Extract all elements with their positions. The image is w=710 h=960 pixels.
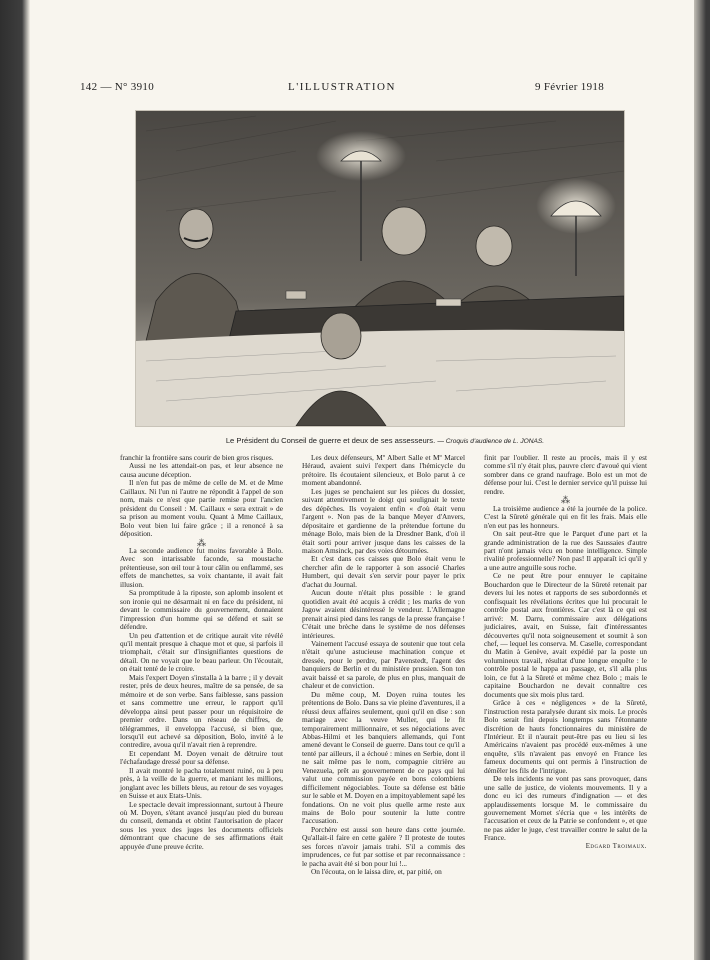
text-column-3 bbox=[484, 454, 647, 851]
paragraph: Vainement l'accusé essaya de soutenir que tout cela n'était qu'une astucieuse machination conçue et dressée, pour le perdre, par Pavenstedt, l'agent des banquiers de Berlin et du ministère prussien. Son ton avait baissé et sa parole, de plus en plus, manquait de chaleur et de conviction. bbox=[302, 638, 465, 691]
courtroom-sketch bbox=[135, 110, 625, 427]
paragraph: Les juges se penchaient sur les pièces du dossier, suivant attentivement le doigt qui soulignait le texte des dépêches. Ils voyaient enfin « d'où était venu l'argent ». Non pas de la banque Meyer d'Anvers, dépositaire et gardienne de la prétendue fortune du ménage Bolo, mais bien de la Dresdner Bank, d'où il était sorti pour arriver jusque dans les caisses de la maison Amsinck, par des voies détournées. bbox=[302, 486, 465, 555]
paragraph: La seconde audience fut moins favorable à Bolo. Avec son intarissable faconde, sa moustache prétentieuse, son œil tour à tour câlin ou enflammé, ses effets de manchettes, sa voix chantante, il avait fait illusion. bbox=[120, 545, 283, 589]
paragraph: On sait peut-être que le Parquet d'une part et la grande administration de la rue des Saussaies d'autre part n'ont jamais vécu en bonne intelligence. Simple rivalité professionnelle? Non pas! Il apparaît ici qu'il y a une autre anguille sous roche. bbox=[484, 529, 647, 572]
text-column-2 bbox=[302, 454, 465, 877]
paragraph: franchir la frontière sans courir de bien gros risques. bbox=[120, 453, 274, 462]
paragraph: finit par l'oublier. Il reste au procès, mais il y est comme s'il n'y était plus, pauvre clerc d'avoué qui vient sombrer dans ce grand naufrage. Bolo est un mot de défense pour lui. C'est le dernier service qu'il puisse lui rendre. bbox=[484, 453, 647, 496]
paragraph: Les deux défenseurs, Mº Albert Salle et Mº Marcel Héraud, avaient suivi l'expert dans l'hémicycle du prétoire. Ils écoutaient silencieux, et Bolo parut à ce moment abandonné. bbox=[302, 453, 465, 488]
page-number: 142 — N° 3910 bbox=[80, 81, 154, 93]
paragraph: Il avait montré le pacha totalement ruiné, ou à peu près, à la veille de la guerre, et maniant les millions, jonglant avec les billets bleus, au retour de ses voyages en Suisse et aux Etats-Unis. bbox=[120, 765, 283, 801]
paragraph: On l'écouta, on le laissa dire, et, par pitié, on bbox=[311, 867, 442, 877]
publication-title: L'ILLUSTRATION bbox=[288, 81, 396, 93]
caption-text: Le Président du Conseil de guerre et deux de ses assesseurs. bbox=[225, 436, 436, 445]
paragraph: Et cependant M. Doyen venait de détruire tout l'échafaudage dressé pour sa défense. bbox=[120, 748, 283, 767]
section-separator: ⁂ bbox=[561, 495, 570, 506]
paragraph: Aucun doute n'était plus possible : le grand quotidien avait été acquis à crédit ; les marks de von Jagow avaient désintéressé le vendeur. L'Allemagne prenait ainsi pied dans les rangs de la presse française ! C'était une brèche dans le système de nos défenses intérieures. bbox=[302, 588, 465, 640]
section-separator: ⁂ bbox=[197, 537, 206, 548]
paragraph: Il n'en fut pas de même de celle de M. et de Mme Caillaux. Ni l'un ni l'autre ne répondit à l'appel de son nom, mais ce n'est que partie remise pour l'ancien président du Conseil : M. Caillaux « sera extrait » de sa prison au moment voulu. Quant à Mme Caillaux, Bolo veut bien lui faire grâce ; il a renoncé à sa déposition. bbox=[120, 478, 283, 539]
figure-caption bbox=[150, 436, 620, 448]
page-header bbox=[80, 81, 604, 95]
paragraph: Sa promptitude à la riposte, son aplomb insolent et son ironie qui ne désarmait ni en face du président, ni devant le commissaire du gouvernement, donnaient l'impression d'un homme qui se défend et sait se défendre. bbox=[120, 588, 283, 632]
issue-date: 9 Février 1918 bbox=[535, 81, 604, 93]
text-column-1 bbox=[120, 454, 283, 851]
author-signature: Edgard Troimaux. bbox=[585, 842, 647, 850]
paragraph: Un peu d'attention et de critique aurait vite révélé qu'il mentait presque à chaque mot et que, si parfois il triomphait, c'était sur d'insignifiantes questions de détail. On ne voyait que le beau parleur. On l'écoutait, on était tenté de le croire. bbox=[120, 630, 283, 674]
paragraph: Et c'est dans ces caisses que Bolo était venu le chercher afin de le rapporter à son associé Charles Humbert, qui devait s'en servir pour payer le prix d'achat du Journal. bbox=[302, 554, 465, 589]
paragraph: De tels incidents ne vont pas sans provoquer, dans une salle de justice, de violents mouvements. Il y a donc eu ici des rumeurs d'indignation — et des applaudissements lorsque M. le commissaire du gouvernement Mornet s'écria que « les intérêts de l'accusation et ceux de la Patrie se confondent », et que ne pas aider le juge, c'est travailler contre le salut de la France. bbox=[484, 774, 647, 843]
paragraph: Grâce à ces « négligences » de la Sûreté, l'instruction resta paralysée durant six mois. Le procès Bolo serait fini depuis longtemps sans l'étonnante discrétion de hauts fonctionnaires du ministère de l'Intérieur. Et il n'aurait peut-être pas eu lieu si les Américains n'avaient pas procédé eux-mêmes à une enquête, s'ils n'avaient pas envoyé en France les fameux documents qui ont permis à l'instruction de démêler les fils de l'intrigue. bbox=[484, 698, 647, 775]
paragraph: Porchère est aussi son heure dans cette journée. Qu'allait-il faire en cette galère ? Il proteste de toutes ses forces n'avoir jamais trahi. S'il a commis des imprudences, ce fut par sottise et par reconnaissance : le pacha avait été si bon pour lui !... bbox=[302, 824, 465, 868]
paragraph: Le spectacle devait impressionnant, surtout à l'heure où M. Doyen, s'étant avancé jusqu'au pied du bureau du conseil, demanda et obtint l'autorisation de placer sous les yeux des juges les documents officiels démontrant que chacune de ses affirmations était appuyée d'une preuve écrite. bbox=[120, 799, 283, 851]
paragraph: La troisième audience a été la journée de la police. C'est la Sûreté générale qui en fit les frais. Mais elle n'en eut pas les honneurs. bbox=[484, 503, 647, 530]
sketch-illustration bbox=[136, 111, 624, 426]
paragraph: Du même coup, M. Doyen ruina toutes les prétentions de Bolo. Dans sa vie pleine d'aventures, il a réussi deux affaires seulement, quoi qu'il en dise : son mariage avec la veuve Muller, qui le fit temporairement millionnaire, et ses négociations avec Abbas-Hilmi et les banquiers allemands, qui l'ont amené devant le Conseil de guerre. Dans tout ce qu'il a tenté par ailleurs, il a échoué : mines en Serbie, dont il ne sait même pas le nom, compagnie citrière au Venezuela, prêt au gouvernement de ce pays qui lui valut une commission payée en bons colombiens difficilement négociables. Toute sa défense est bâtie sur le sable et M. Doyen en a impitoyablement sapé les fondations. On ne voit plus quelle arme reste aux mains de Bolo pour soutenir la lutte contre l'accusation. bbox=[302, 689, 465, 826]
paragraph: Aussi ne les attendait-on pas, et leur absence ne causa aucune déception. bbox=[120, 461, 283, 479]
caption-credit: — Croquis d'audience de L. JONAS. bbox=[437, 438, 545, 445]
paragraph: Ce ne peut être pour ennuyer le capitaine Bouchardon que le Directeur de la Sûreté retenait par devers lui les notes et rapports de ses subordonnés et confisquait les révélations écrites que lui procurait le contrôle postal aux frontières. Car c'est là ce qui est arrivé: M. Darru, commissaire aux délégations judiciaires, avait, en Suisse, fait d'intéressantes découvertes qu'il nota soigneusement et soumit à son chef, — lequel les conserva. M. Caselle, correspondant du Matin à Genève, avait expédié par la poste un volumineux travail, résultat d'une longue enquête : le contrôle postal le happa au passage, et, s'il alla plus loin, ce fut à la Sûreté et même chez Bolo ; mais le capitaine Bouchardon ne devait connaître ces documents que six mois plus tard. bbox=[484, 571, 647, 699]
paragraph: Mais l'expert Doyen s'installa à la barre ; il y devait rester, près de deux heures, maître de sa pensée, de sa mémoire et de son verbe. Sans faiblesse, sans passion et sans commettre une erreur, le rapport qu'il développa ainsi peut passer pour un réquisitoire de premier ordre. Dans un réseau de chiffres, de télégrammes, il enveloppa l'accusé, si bien que, lorsqu'il eut achevé sa déposition, Bolo, invité à le contredire, avoua qu'il n'avait rien à reprendre. bbox=[120, 672, 283, 750]
